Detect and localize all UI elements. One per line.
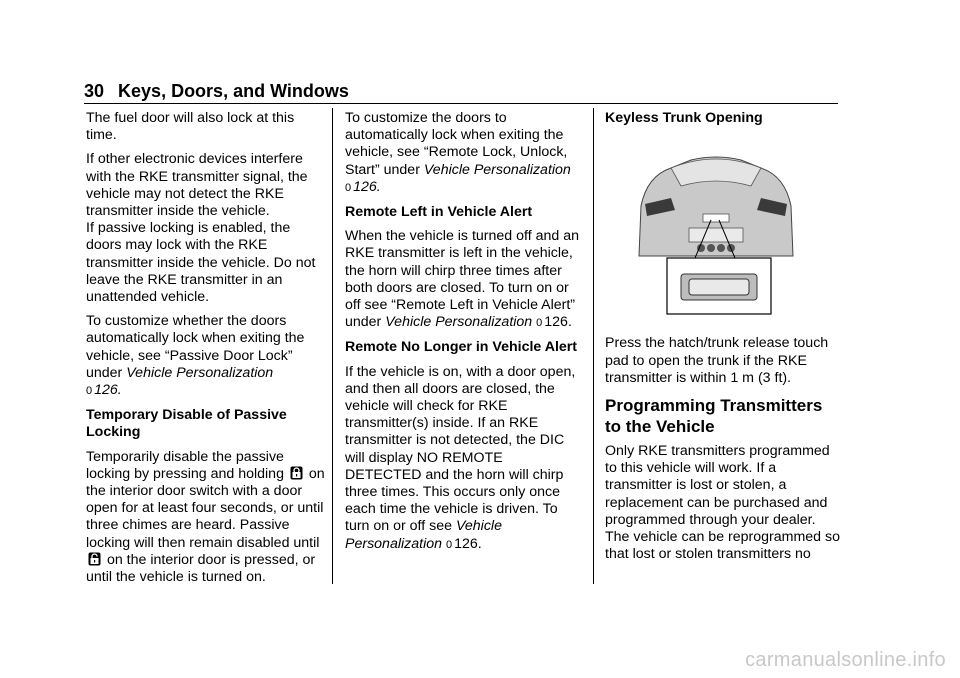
section-subheading: Programming Transmitters to the Vehicle (605, 396, 823, 437)
paragraph: When the vehicle is turned off and an RKE transmitter is left in the vehicle, the horn will chirp three times after both doors are closed. To turn on or off see “Remote Left in Vehicle Alert” under Vehicle Personalization 0 126. (345, 228, 579, 331)
xref-page: 126. (544, 314, 572, 331)
page-reference-icon: 0 (345, 181, 352, 194)
paragraph: If passive locking is enabled, the doors may lock with the RKE transmitter inside the vehicle. Do not leave the RKE transmitter in an unattended vehicle. (86, 220, 316, 306)
trunk-release-illustration (631, 146, 801, 316)
paragraph: To customize the doors to automatically lock when exiting the vehicle, see “Remote Lock, Unlock, Start” under Vehicle Personalization 0 126. (345, 110, 571, 195)
xref-page: 126. (353, 178, 381, 195)
section-heading: Temporary Disable of Passive Locking (86, 407, 287, 441)
header-rule (84, 103, 838, 104)
page-header (84, 80, 349, 102)
section-heading: Remote Left in Vehicle Alert (345, 204, 533, 221)
page-number: 30 (84, 81, 105, 101)
chapter-title: Keys, Doors, and Windows (118, 81, 349, 101)
xref-vehicle-personalization[interactable]: Vehicle Personalization (385, 314, 533, 331)
column-divider-2 (593, 108, 594, 584)
column-divider-1 (332, 108, 333, 584)
paragraph: The fuel door will also lock at this time. (86, 110, 295, 144)
column-3 (605, 110, 840, 570)
paragraph: Temporarily disable the passive locking by pressing and holding on the interior door switch with a door open for at least four seconds, or until three chimes are heard. Passive locking will then remain disabled until on the interior door is pressed, or until the vehicle is turned on. (86, 448, 325, 586)
column-2 (345, 110, 583, 561)
xref-vehicle-personalization[interactable]: Vehicle Personalization (126, 364, 274, 381)
paragraph: Press the hatch/trunk release touch pad to open the trunk if the RKE transmitter is within 1 m (3 ft). (605, 335, 829, 386)
paragraph: To customize whether the doors automatically lock when exiting the vehicle, see “Passive Door Lock” under Vehicle Personalization 0 126. (86, 313, 305, 399)
unlock-icon (88, 552, 101, 566)
page-reference-icon: 0 (445, 538, 453, 551)
column-1 (86, 110, 326, 593)
xref-page: 126. (94, 382, 122, 399)
xref-vehicle-personalization[interactable]: Vehicle Personalization (423, 161, 571, 178)
xref-vehicle-personalization[interactable]: Vehicle Personalization (345, 518, 502, 552)
paragraph: Only RKE transmitters programmed to this vehicle will work. If a transmitter is lost or stolen, a replacement can be purchased and programmed through your dealer. The vehicle can be reprogrammed so that lost or stolen transmitters no (605, 443, 841, 563)
page-reference-icon: 0 (86, 385, 93, 398)
page-reference-icon: 0 (536, 317, 543, 330)
paragraph: If the vehicle is on, with a door open, and then all doors are closed, the vehicle will check for RKE transmitter(s) inside. If an RKE transmitter is not detected, the DIC will display NO REMOTE DETECTED and the horn will chirp three times. This occurs only once each time the vehicle is driven. To turn on or off see Vehicle Personalization 0 126. (345, 363, 576, 552)
section-heading: Keyless Trunk Opening (605, 110, 763, 126)
xref-page: 126. (454, 535, 482, 552)
watermark: carmanualsonline.info (745, 649, 946, 671)
section-heading: Remote No Longer in Vehicle Alert (345, 339, 578, 356)
lock-icon (290, 466, 303, 480)
paragraph: If other electronic devices interfere with the RKE transmitter signal, the vehicle may not detect the RKE transmitter inside the vehicle. (86, 151, 308, 220)
